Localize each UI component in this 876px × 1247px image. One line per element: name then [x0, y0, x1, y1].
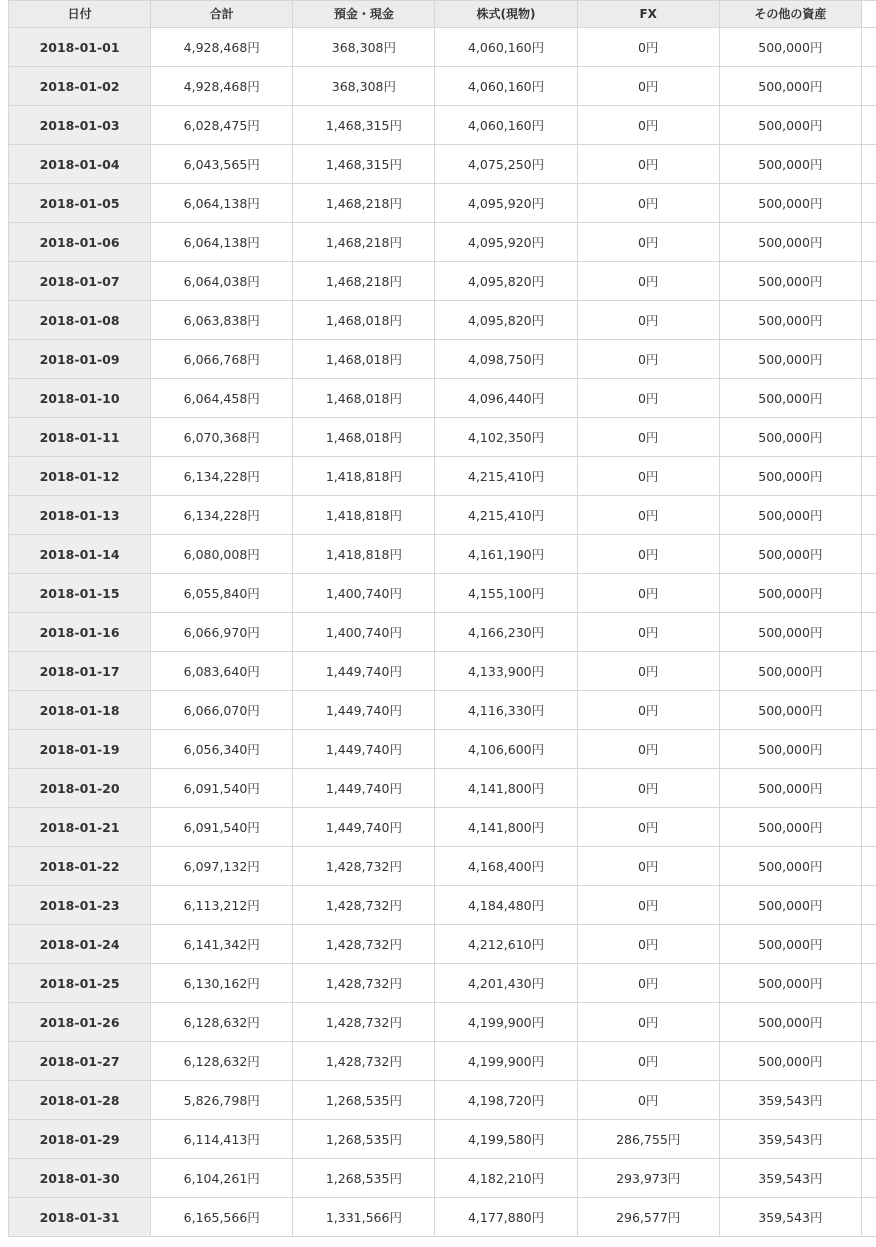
cell-other-assets: 500,000円: [719, 574, 861, 613]
table-row: [9, 1081, 876, 1120]
cell-date: 2018-01-15: [9, 574, 151, 613]
cell-total: 6,064,138円: [151, 184, 293, 223]
cell-cash: 1,428,732円: [293, 886, 435, 925]
cell-fx: 0円: [577, 1003, 719, 1042]
cell-total: 6,064,038円: [151, 262, 293, 301]
cell-other-assets: 500,000円: [719, 457, 861, 496]
cell-total: 6,113,212円: [151, 886, 293, 925]
cell-extra: [861, 652, 876, 691]
cell-other-assets: 500,000円: [719, 67, 861, 106]
cell-extra: [861, 67, 876, 106]
cell-cash: 1,418,818円: [293, 496, 435, 535]
cell-fx: 0円: [577, 496, 719, 535]
cell-total: 6,114,413円: [151, 1120, 293, 1159]
cell-total: 6,134,228円: [151, 496, 293, 535]
cell-fx: 0円: [577, 145, 719, 184]
cell-total: 6,064,458円: [151, 379, 293, 418]
cell-cash: 1,468,218円: [293, 184, 435, 223]
cell-date: 2018-01-18: [9, 691, 151, 730]
cell-cash: 1,418,818円: [293, 457, 435, 496]
cell-stock: 4,095,820円: [435, 262, 577, 301]
cell-total: 6,028,475円: [151, 106, 293, 145]
cell-cash: 1,428,732円: [293, 925, 435, 964]
cell-other-assets: 359,543円: [719, 1081, 861, 1120]
table-row: [9, 340, 876, 379]
cell-fx: 0円: [577, 574, 719, 613]
cell-other-assets: 500,000円: [719, 730, 861, 769]
cell-stock: 4,199,900円: [435, 1003, 577, 1042]
cell-extra: [861, 613, 876, 652]
cell-date: 2018-01-01: [9, 28, 151, 67]
cell-extra: [861, 1198, 876, 1237]
cell-cash: 1,428,732円: [293, 1042, 435, 1081]
table-row: [9, 1120, 876, 1159]
table-row: [9, 1198, 876, 1237]
cell-date: 2018-01-31: [9, 1198, 151, 1237]
cell-extra: [861, 1120, 876, 1159]
cell-stock: 4,095,920円: [435, 184, 577, 223]
cell-fx: 0円: [577, 379, 719, 418]
table-row: [9, 379, 876, 418]
cell-extra: [861, 418, 876, 457]
cell-date: 2018-01-16: [9, 613, 151, 652]
cell-fx: 0円: [577, 925, 719, 964]
cell-other-assets: 500,000円: [719, 769, 861, 808]
cell-date: 2018-01-20: [9, 769, 151, 808]
cell-fx: 0円: [577, 106, 719, 145]
cell-cash: 1,400,740円: [293, 613, 435, 652]
cell-extra: [861, 184, 876, 223]
cell-extra: [861, 1081, 876, 1120]
cell-other-assets: 500,000円: [719, 262, 861, 301]
table-row: [9, 613, 876, 652]
cell-extra: [861, 1003, 876, 1042]
cell-other-assets: 359,543円: [719, 1120, 861, 1159]
table-row: [9, 301, 876, 340]
cell-stock: 4,177,880円: [435, 1198, 577, 1237]
cell-cash: 1,468,218円: [293, 223, 435, 262]
cell-cash: 1,468,018円: [293, 379, 435, 418]
cell-extra: [861, 886, 876, 925]
table-row: [9, 223, 876, 262]
asset-history-table-container: [8, 0, 876, 1237]
cell-stock: 4,075,250円: [435, 145, 577, 184]
cell-cash: 1,468,018円: [293, 301, 435, 340]
cell-fx: 0円: [577, 28, 719, 67]
cell-stock: 4,098,750円: [435, 340, 577, 379]
cell-other-assets: 500,000円: [719, 301, 861, 340]
cell-fx: 0円: [577, 1081, 719, 1120]
cell-total: 6,091,540円: [151, 808, 293, 847]
cell-total: 6,141,342円: [151, 925, 293, 964]
cell-date: 2018-01-29: [9, 1120, 151, 1159]
cell-date: 2018-01-07: [9, 262, 151, 301]
cell-extra: [861, 106, 876, 145]
cell-cash: 1,268,535円: [293, 1159, 435, 1198]
cell-fx: 0円: [577, 535, 719, 574]
cell-other-assets: 500,000円: [719, 28, 861, 67]
cell-cash: 1,428,732円: [293, 964, 435, 1003]
cell-cash: 1,449,740円: [293, 691, 435, 730]
cell-total: 6,091,540円: [151, 769, 293, 808]
column-header-stock: 株式(現物): [435, 1, 577, 28]
cell-extra: [861, 925, 876, 964]
cell-total: 6,130,162円: [151, 964, 293, 1003]
cell-extra: [861, 28, 876, 67]
cell-stock: 4,096,440円: [435, 379, 577, 418]
cell-cash: 1,449,740円: [293, 808, 435, 847]
column-header-other-assets: その他の資産: [719, 1, 861, 28]
cell-total: 6,066,768円: [151, 340, 293, 379]
cell-stock: 4,102,350円: [435, 418, 577, 457]
cell-stock: 4,116,330円: [435, 691, 577, 730]
cell-total: 6,066,070円: [151, 691, 293, 730]
cell-cash: 1,449,740円: [293, 652, 435, 691]
column-header-fx: FX: [577, 1, 719, 28]
cell-other-assets: 500,000円: [719, 145, 861, 184]
cell-fx: 0円: [577, 1042, 719, 1081]
cell-total: 6,104,261円: [151, 1159, 293, 1198]
column-header-total: 合計: [151, 1, 293, 28]
cell-cash: 1,268,535円: [293, 1120, 435, 1159]
cell-total: 6,063,838円: [151, 301, 293, 340]
cell-other-assets: 500,000円: [719, 418, 861, 457]
cell-stock: 4,155,100円: [435, 574, 577, 613]
cell-other-assets: 500,000円: [719, 652, 861, 691]
cell-other-assets: 500,000円: [719, 925, 861, 964]
cell-extra: [861, 457, 876, 496]
cell-date: 2018-01-23: [9, 886, 151, 925]
cell-date: 2018-01-25: [9, 964, 151, 1003]
cell-date: 2018-01-13: [9, 496, 151, 535]
cell-date: 2018-01-05: [9, 184, 151, 223]
cell-cash: 368,308円: [293, 28, 435, 67]
cell-total: 6,083,640円: [151, 652, 293, 691]
cell-other-assets: 500,000円: [719, 847, 861, 886]
cell-extra: [861, 964, 876, 1003]
cell-date: 2018-01-14: [9, 535, 151, 574]
column-header-date: 日付: [9, 1, 151, 28]
cell-total: 6,128,632円: [151, 1003, 293, 1042]
cell-extra: [861, 1042, 876, 1081]
cell-stock: 4,199,580円: [435, 1120, 577, 1159]
cell-date: 2018-01-10: [9, 379, 151, 418]
cell-date: 2018-01-09: [9, 340, 151, 379]
cell-stock: 4,184,480円: [435, 886, 577, 925]
cell-stock: 4,212,610円: [435, 925, 577, 964]
cell-date: 2018-01-08: [9, 301, 151, 340]
cell-fx: 0円: [577, 808, 719, 847]
table-row: [9, 886, 876, 925]
cell-fx: 0円: [577, 964, 719, 1003]
cell-stock: 4,161,190円: [435, 535, 577, 574]
cell-cash: 1,468,018円: [293, 340, 435, 379]
cell-cash: 1,331,566円: [293, 1198, 435, 1237]
cell-cash: 1,468,315円: [293, 106, 435, 145]
cell-stock: 4,060,160円: [435, 67, 577, 106]
cell-fx: 0円: [577, 691, 719, 730]
table-row: [9, 535, 876, 574]
cell-other-assets: 359,543円: [719, 1159, 861, 1198]
table-row: [9, 925, 876, 964]
cell-total: 6,043,565円: [151, 145, 293, 184]
table-row: [9, 769, 876, 808]
table-row: [9, 67, 876, 106]
table-row: [9, 106, 876, 145]
cell-other-assets: 500,000円: [719, 808, 861, 847]
cell-fx: 0円: [577, 769, 719, 808]
cell-fx: 0円: [577, 652, 719, 691]
table-row: [9, 496, 876, 535]
cell-cash: 1,428,732円: [293, 1003, 435, 1042]
table-row: [9, 457, 876, 496]
cell-date: 2018-01-04: [9, 145, 151, 184]
cell-stock: 4,215,410円: [435, 457, 577, 496]
cell-fx: 0円: [577, 223, 719, 262]
table-row: [9, 418, 876, 457]
cell-total: 4,928,468円: [151, 67, 293, 106]
cell-other-assets: 500,000円: [719, 1042, 861, 1081]
cell-other-assets: 500,000円: [719, 691, 861, 730]
table-body: [9, 28, 876, 1237]
cell-extra: [861, 1159, 876, 1198]
cell-other-assets: 500,000円: [719, 613, 861, 652]
table-row: [9, 1003, 876, 1042]
cell-fx: 296,577円: [577, 1198, 719, 1237]
cell-other-assets: 500,000円: [719, 223, 861, 262]
cell-cash: 1,400,740円: [293, 574, 435, 613]
cell-extra: [861, 691, 876, 730]
table-row: [9, 145, 876, 184]
cell-stock: 4,182,210円: [435, 1159, 577, 1198]
cell-stock: 4,095,820円: [435, 301, 577, 340]
cell-stock: 4,215,410円: [435, 496, 577, 535]
cell-extra: [861, 145, 876, 184]
cell-total: 5,826,798円: [151, 1081, 293, 1120]
cell-date: 2018-01-17: [9, 652, 151, 691]
cell-stock: 4,060,160円: [435, 106, 577, 145]
cell-stock: 4,199,900円: [435, 1042, 577, 1081]
cell-fx: 0円: [577, 613, 719, 652]
cell-stock: 4,133,900円: [435, 652, 577, 691]
cell-date: 2018-01-06: [9, 223, 151, 262]
cell-extra: [861, 808, 876, 847]
column-header-extra: [861, 1, 876, 28]
cell-stock: 4,141,800円: [435, 808, 577, 847]
cell-fx: 0円: [577, 730, 719, 769]
cell-cash: 1,428,732円: [293, 847, 435, 886]
cell-stock: 4,106,600円: [435, 730, 577, 769]
cell-date: 2018-01-03: [9, 106, 151, 145]
cell-fx: 286,755円: [577, 1120, 719, 1159]
table-row: [9, 691, 876, 730]
table-row: [9, 262, 876, 301]
table-row: [9, 574, 876, 613]
cell-other-assets: 500,000円: [719, 340, 861, 379]
cell-fx: 0円: [577, 301, 719, 340]
cell-fx: 0円: [577, 418, 719, 457]
cell-date: 2018-01-02: [9, 67, 151, 106]
cell-date: 2018-01-26: [9, 1003, 151, 1042]
cell-date: 2018-01-24: [9, 925, 151, 964]
cell-other-assets: 500,000円: [719, 184, 861, 223]
cell-date: 2018-01-27: [9, 1042, 151, 1081]
cell-extra: [861, 496, 876, 535]
cell-total: 6,165,566円: [151, 1198, 293, 1237]
cell-total: 6,066,970円: [151, 613, 293, 652]
table-header-row: [9, 1, 876, 28]
table-row: [9, 1042, 876, 1081]
cell-total: 4,928,468円: [151, 28, 293, 67]
cell-total: 6,080,008円: [151, 535, 293, 574]
cell-date: 2018-01-11: [9, 418, 151, 457]
cell-fx: 0円: [577, 886, 719, 925]
cell-extra: [861, 574, 876, 613]
cell-fx: 0円: [577, 184, 719, 223]
cell-other-assets: 500,000円: [719, 886, 861, 925]
cell-total: 6,064,138円: [151, 223, 293, 262]
cell-stock: 4,095,920円: [435, 223, 577, 262]
cell-total: 6,097,132円: [151, 847, 293, 886]
cell-extra: [861, 340, 876, 379]
table-row: [9, 652, 876, 691]
table-row: [9, 808, 876, 847]
cell-fx: 293,973円: [577, 1159, 719, 1198]
cell-stock: 4,060,160円: [435, 28, 577, 67]
cell-stock: 4,141,800円: [435, 769, 577, 808]
cell-total: 6,134,228円: [151, 457, 293, 496]
cell-extra: [861, 847, 876, 886]
table-row: [9, 1159, 876, 1198]
cell-cash: 1,449,740円: [293, 730, 435, 769]
cell-other-assets: 500,000円: [719, 1003, 861, 1042]
cell-other-assets: 500,000円: [719, 964, 861, 1003]
cell-other-assets: 500,000円: [719, 496, 861, 535]
table-row: [9, 847, 876, 886]
cell-cash: 1,468,315円: [293, 145, 435, 184]
cell-total: 6,128,632円: [151, 1042, 293, 1081]
column-header-cash: 預金・現金: [293, 1, 435, 28]
cell-cash: 1,468,218円: [293, 262, 435, 301]
cell-other-assets: 500,000円: [719, 106, 861, 145]
cell-date: 2018-01-12: [9, 457, 151, 496]
cell-extra: [861, 262, 876, 301]
cell-extra: [861, 301, 876, 340]
cell-extra: [861, 769, 876, 808]
cell-cash: 1,418,818円: [293, 535, 435, 574]
cell-date: 2018-01-19: [9, 730, 151, 769]
cell-fx: 0円: [577, 67, 719, 106]
table-row: [9, 184, 876, 223]
cell-date: 2018-01-30: [9, 1159, 151, 1198]
cell-fx: 0円: [577, 457, 719, 496]
cell-other-assets: 359,543円: [719, 1198, 861, 1237]
cell-fx: 0円: [577, 340, 719, 379]
cell-extra: [861, 379, 876, 418]
cell-total: 6,056,340円: [151, 730, 293, 769]
table-row: [9, 730, 876, 769]
cell-cash: 1,268,535円: [293, 1081, 435, 1120]
cell-other-assets: 500,000円: [719, 535, 861, 574]
table-row: [9, 28, 876, 67]
cell-date: 2018-01-22: [9, 847, 151, 886]
cell-fx: 0円: [577, 262, 719, 301]
cell-stock: 4,166,230円: [435, 613, 577, 652]
cell-fx: 0円: [577, 847, 719, 886]
cell-cash: 1,449,740円: [293, 769, 435, 808]
cell-cash: 1,468,018円: [293, 418, 435, 457]
cell-extra: [861, 730, 876, 769]
cell-stock: 4,198,720円: [435, 1081, 577, 1120]
cell-total: 6,055,840円: [151, 574, 293, 613]
cell-extra: [861, 535, 876, 574]
table-row: [9, 964, 876, 1003]
cell-date: 2018-01-28: [9, 1081, 151, 1120]
cell-total: 6,070,368円: [151, 418, 293, 457]
cell-stock: 4,201,430円: [435, 964, 577, 1003]
cell-cash: 368,308円: [293, 67, 435, 106]
cell-extra: [861, 223, 876, 262]
cell-stock: 4,168,400円: [435, 847, 577, 886]
cell-other-assets: 500,000円: [719, 379, 861, 418]
cell-date: 2018-01-21: [9, 808, 151, 847]
asset-history-table: [8, 0, 876, 1237]
